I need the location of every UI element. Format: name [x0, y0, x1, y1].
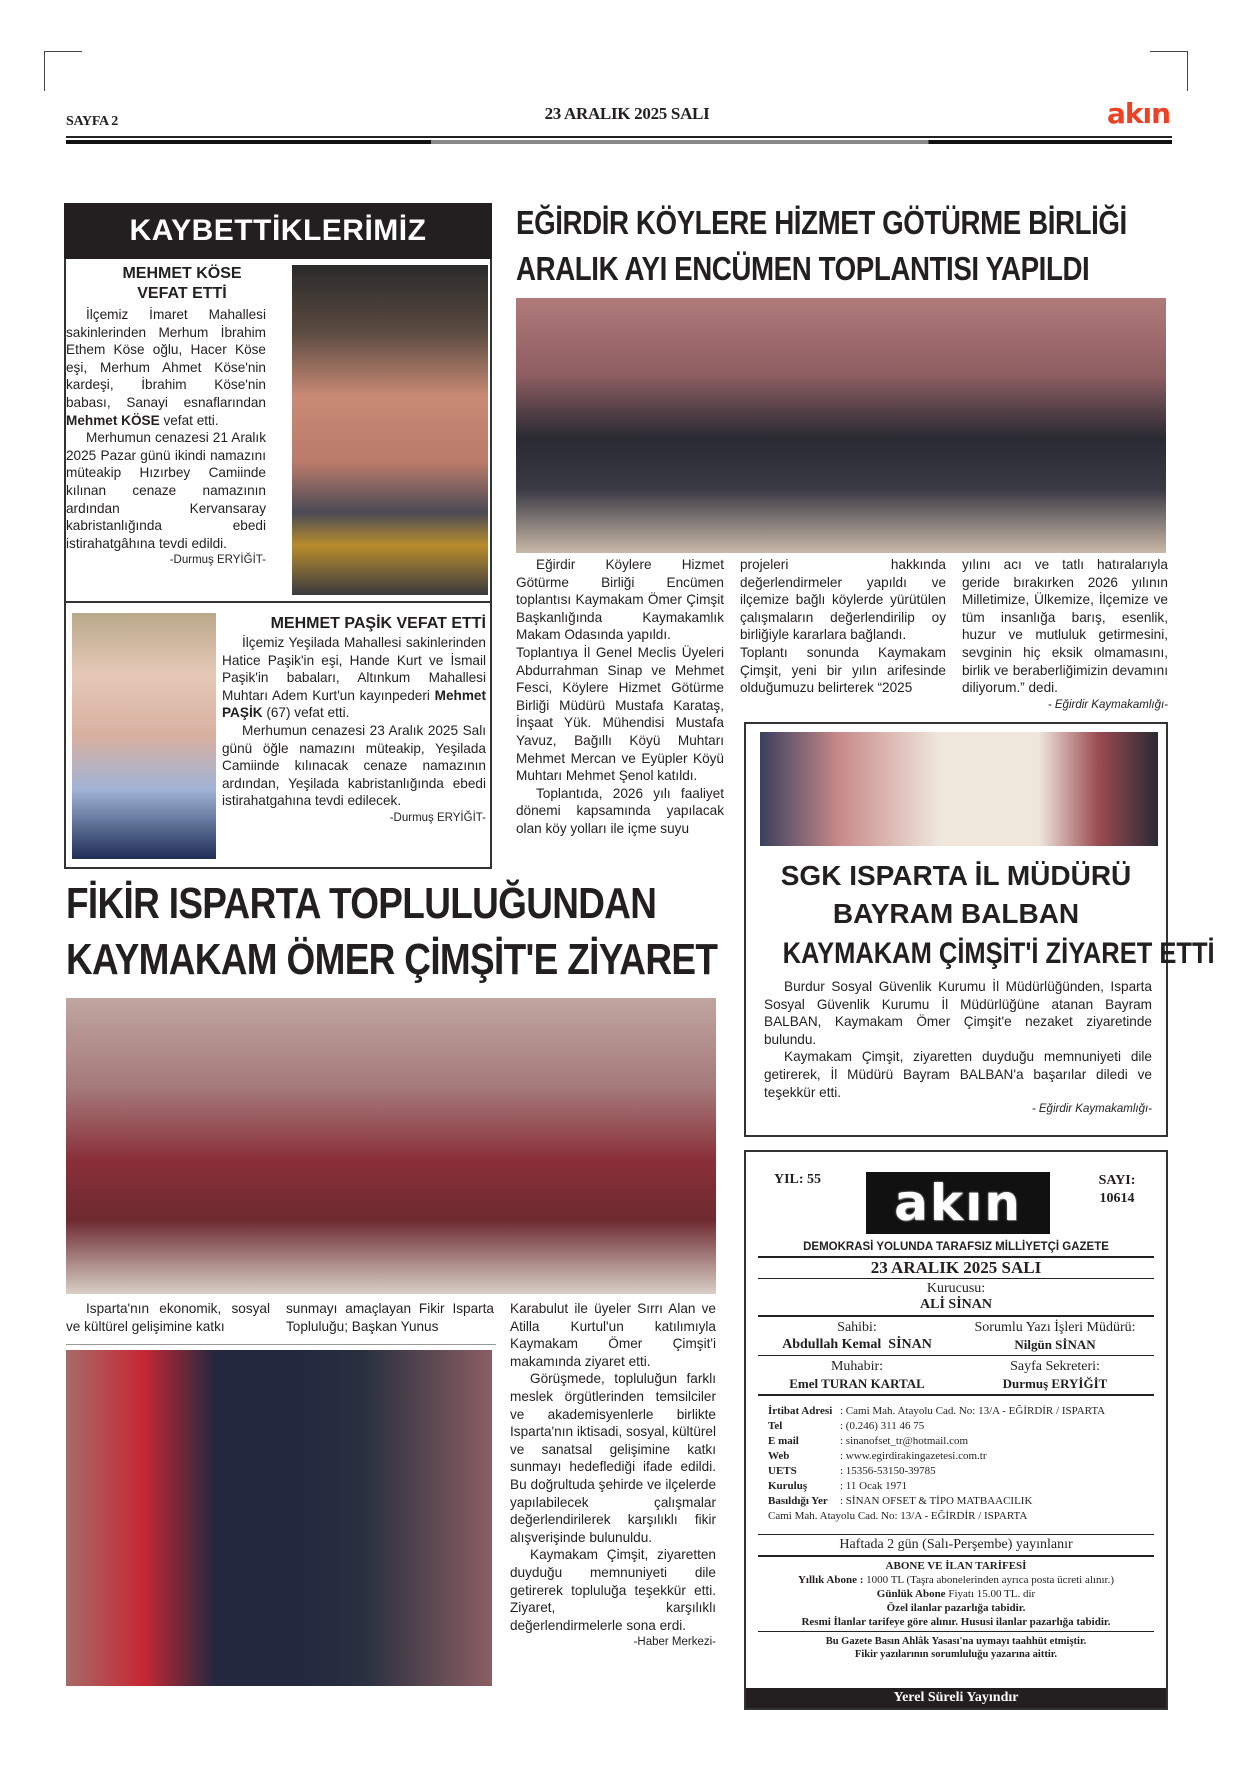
imprint-issue-number: 10614	[1099, 1191, 1135, 1206]
obituary-2-byline: -Durmuş ERYİĞİT-	[389, 811, 486, 824]
article-encumen-paragraph: Eğirdir Köylere Hizmet Götürme Birliği Encümen toplantısı Kaymakam Ömer Çimşit Başkanlığında Kaymakamlık Makam Odasında yapıldı.	[516, 557, 724, 643]
imprint-website-link[interactable]: : www.egirdirakingazetesi.com.tr	[840, 1449, 987, 1462]
article-encumen-photo	[516, 298, 1166, 553]
obituary-1-funeral: Merhumun cenazesi 21 Aralık 2025 Pazar günü ikindi namazını müteakip Hızırbey Camiinde kılınan cenaze namazının ardından Kervansaray kabristanlığında ebedi istirahatgâhına tevdi edildi.	[66, 430, 266, 551]
article-sgk-paragraph: Burdur Sosyal Güvenlik Kurumu İl Müdürlüğünden, Isparta Sosyal Güvenlik Kurumu İl Müdürlüğüne atanan Bayram BALBAN, Kaymakam Ömer Çimşit'e nezaket ziyaretinde bulundu.	[764, 979, 1152, 1047]
article-fikir-photo-handover	[66, 1350, 492, 1686]
article-encumen-paragraph: yılını acı ve tatlı hatıralarıyla geride bırakırken 2026 yılının Milletimize, Ülkemize, İlçemize ve tüm insanlığa barış, esenlik, huzur ve mutluluk getirmesini, sevginin hiç eksik olmamasını, birlik ve beraberliğimizin devamını diliyorum.” dedi.	[962, 557, 1168, 696]
article-fikir-paragraph: Görüşmede, topluluğun farklı meslek örgütlerinden temsilciler ve akademisyenlerle birlikte Isparta'nın iktisadi, sosyal, kültürel ve sanatsal gelişimine katkı sunmayı hedeflediği ifade edildi. Bu doğrultuda şehirde ve ilçelerde yapılabilecek çalışmalar değerlendirilerek karşılıklı fikir alışverişinde bulunuldu.	[510, 1371, 716, 1545]
imprint-issue	[1092, 1172, 1142, 1208]
imprint-tariff-daily-value: Fiyatı 15.00 TL. dir	[945, 1587, 1036, 1600]
article-fikir-column-1	[66, 1300, 270, 1335]
article-fikir-column-2	[286, 1300, 494, 1335]
imprint-detail-key: Basıldığı Yer	[768, 1494, 828, 1507]
header-date: 23 ARALIK 2025 SALI	[544, 104, 710, 123]
imprint-tariff	[758, 1557, 1154, 1631]
crop-mark-top-right	[1150, 51, 1188, 91]
article-encumen-headline-line1: EĞİRDİR KÖYLERE HİZMET GÖTÜRME BİRLİĞİ	[516, 204, 1127, 241]
imprint-owner-editor	[758, 1317, 1154, 1355]
obituary-2-text-end: (67) vefat etti.	[262, 705, 350, 721]
imprint-detail-key: Tel	[768, 1419, 783, 1432]
imprint-detail-key: UETS	[768, 1464, 797, 1477]
article-fikir-headline-line1: FİKİR ISPARTA TOPLULUĞUNDAN	[66, 879, 657, 928]
imprint-founder-label: Kurucusu:	[926, 1281, 986, 1296]
imprint-detail-row	[768, 1464, 1144, 1479]
imprint-editor-name: Nilgün SİNAN	[1014, 1336, 1096, 1352]
obituaries-title: KAYBETTİKLERİMİZ	[64, 203, 492, 259]
obituary-1-byline: -Durmuş ERYİĞİT-	[169, 554, 266, 567]
page-number: SAYFA 2	[66, 114, 118, 129]
imprint-owner-label: Sahibi:	[837, 1319, 877, 1335]
obituary-1-title	[72, 264, 292, 304]
article-fikir-paragraph: sunmayı amaçlayan Fikir Isparta Topluluğu; Başkan Yunus	[286, 1301, 494, 1334]
imprint-tariff-daily	[758, 1587, 1154, 1601]
imprint-logo: akın	[866, 1172, 1050, 1234]
header-logo: akın	[1106, 97, 1170, 130]
article-sgk-photo	[760, 732, 1158, 846]
imprint-slogan: DEMOKRASİ YOLUNDA TARAFSIZ MİLLİYETÇİ GAZETE	[803, 1241, 1109, 1253]
obituary-divider	[64, 601, 492, 603]
imprint-detail-value: : 11 Ocak 1971	[840, 1479, 908, 1492]
imprint-founder	[758, 1279, 1154, 1315]
obituary-2-body	[222, 634, 486, 828]
obituary-1-text: İlçemiz İmaret Mahallesi sakinlerinden Merhum İbrahim Ethem Köse oğlu, Hacer Köse eşi, Merhum Ahmet Köse'nin kardeşi, İbrahim Köse'nin babası, Sanayi esnaflarından	[66, 307, 266, 410]
article-sgk-paragraph: Kaymakam Çimşit, ziyaretten duyduğu memnuniyeti dile getirerek, İl Müdürü Bayram BALBAN'a başarılar diledi ve teşekkür etti.	[764, 1049, 1152, 1100]
imprint-detail-row	[768, 1434, 1144, 1449]
imprint-founder-name: ALİ SİNAN	[920, 1297, 992, 1312]
imprint-editor-label: Sorumlu Yazı İşleri Müdürü:	[974, 1319, 1136, 1335]
obituary-2-funeral: Merhumun cenazesi 23 Aralık 2025 Salı günü öğle namazını müteakip, Yeşilada Camiinde kılınacak cenaze namazının ardından, Yeşilada kabristanlığında ebedi istirahatgahına tevdi edilecek.	[222, 722, 486, 809]
imprint-ethics-line1: Bu Gazete Basın Ahlâk Yasası'na uymayı taahhüt etmiştir.	[825, 1635, 1087, 1647]
imprint-detail-value: : 15356-53150-39785	[840, 1464, 936, 1477]
header-rule	[66, 136, 1172, 138]
imprint-press-address: Cami Mah. Atayolu Cad. No: 13/A - EĞİRDİR / ISPARTA	[768, 1509, 1028, 1522]
imprint-detail-row	[768, 1449, 1144, 1464]
imprint-editor	[956, 1319, 1154, 1353]
imprint-tariff-special: Özel ilanlar pazarlığa tabidir.	[886, 1601, 1026, 1614]
article-sgk-body	[764, 978, 1152, 1119]
imprint-detail-key: E mail	[768, 1434, 799, 1447]
article-encumen-paragraph: Toplantıda, 2026 yılı faaliyet dönemi kapsamında yapılacak olan köy yolları ile içme suyu	[516, 785, 724, 836]
article-fikir-rule	[66, 1344, 496, 1345]
article-fikir-paragraph: Karabulut ile üyeler Sırrı Alan ve Atilla Kurtul'un katılımıyla Kaymakam Ömer Çimşit'i makamında ziyaret etti.	[510, 1301, 716, 1369]
imprint-date: 23 ARALIK 2025 SALI	[870, 1257, 1042, 1277]
imprint-detail-row	[768, 1404, 1144, 1419]
imprint-reporter-name: Emel TURAN KARTAL	[789, 1376, 925, 1391]
article-fikir-headline-line2: KAYMAKAM ÖMER ÇİMŞİT'E ZİYARET	[66, 935, 718, 984]
imprint-box	[744, 1150, 1168, 1710]
imprint-detail-row	[768, 1419, 1144, 1434]
obituary-1-body	[66, 306, 266, 570]
obituary-2-photo	[72, 613, 216, 859]
imprint-email[interactable]: : sinanofset_tr@hotmail.com	[840, 1434, 969, 1447]
imprint-ethics-line2: Fikir yazılarının sorumluluğu yazarına aittir.	[854, 1648, 1058, 1660]
imprint-footer: Yerel Süreli Yayındır	[746, 1688, 1166, 1708]
article-encumen-column-3	[962, 556, 1168, 714]
imprint-reporter	[758, 1358, 956, 1392]
imprint-tariff-daily-label: Günlük Abone	[876, 1587, 946, 1600]
imprint-tariff-yearly-label: Yıllık Abone :	[797, 1573, 864, 1586]
imprint-detail-value: : Cami Mah. Atayolu Cad. No: 13/A - EĞİRDİR / ISPARTA	[840, 1404, 1106, 1417]
article-encumen-paragraph: Toplantıya İl Genel Meclis Üyeleri Abdurrahman Sinap ve Mehmet Fesci, Köylere Hizmet Götürme Birliği Müdürü Mustafa Karataş, İnşaat Yük. Mühendisi Mustafa Yavuz, Bağıllı Köyü Muhtarı Mehmet Mercan ve Eyüpler Köyü Muhtarı Mehmet Şenol katıldı.	[516, 644, 724, 784]
imprint-reporter-label: Muhabir:	[830, 1359, 884, 1374]
imprint-body	[746, 1240, 1166, 1664]
article-fikir-column-3	[510, 1300, 716, 1652]
article-encumen-headline	[516, 200, 1171, 292]
article-encumen-headline-line2: ARALIK AYI ENCÜMEN TOPLANTISI YAPILDI	[516, 250, 1090, 287]
obituary-2-name: Mehmet PAŞİK	[222, 687, 486, 721]
article-sgk-byline: - Eğirdir Kaymakamlığı-	[1031, 1103, 1152, 1116]
article-fikir-headline	[66, 876, 738, 988]
imprint-details	[758, 1396, 1154, 1534]
obituary-1-title-line2: VEFAT ETTİ	[137, 285, 227, 302]
imprint-secretary-label: Sayfa Sekreteri:	[1010, 1359, 1100, 1374]
imprint-detail-value: : (0.246) 311 46 75	[840, 1419, 925, 1432]
obituary-1-text-end: vefat etti.	[159, 412, 219, 428]
imprint-detail-key: Kuruluş	[768, 1479, 808, 1492]
imprint-detail-key: İrtibat Adresi	[768, 1404, 833, 1417]
imprint-tariff-yearly	[758, 1573, 1154, 1587]
imprint-issue-label: SAYI:	[1098, 1173, 1136, 1188]
article-fikir-paragraph: Isparta'nın ekonomik, sosyal ve kültürel gelişimine katkı	[66, 1301, 270, 1334]
imprint-secretary	[956, 1358, 1154, 1392]
imprint-reporter-secretary	[758, 1356, 1154, 1394]
article-fikir-photo-meeting	[66, 998, 716, 1294]
article-encumen-byline: - Eğirdir Kaymakamlığı-	[1047, 698, 1168, 711]
imprint-owner-name: Abdullah Kemal SİNAN	[782, 1336, 932, 1352]
article-encumen-column-2	[740, 556, 946, 697]
imprint-secretary-name: Durmuş ERYİĞİT	[1002, 1376, 1108, 1391]
imprint-year: YIL: 55	[774, 1172, 822, 1187]
imprint-tariff-official: Resmi İlanlar tarifeye göre alınır. Hususi ilanlar pazarlığa tabidir.	[801, 1615, 1111, 1628]
imprint-frequency: Haftada 2 gün (Salı-Perşembe) yayınlanır	[839, 1537, 1073, 1552]
obituary-2-title: MEHMET PAŞİK VEFAT ETTİ	[270, 615, 486, 632]
imprint-detail-row	[768, 1479, 1144, 1494]
article-sgk-headline-line2: BAYRAM BALBAN	[832, 898, 1080, 929]
imprint-ethics-lines	[758, 1632, 1154, 1664]
article-fikir-byline: -Haber Merkezi-	[633, 1636, 716, 1649]
imprint-tariff-title: ABONE VE İLAN TARİFESİ	[885, 1559, 1027, 1572]
obituary-1-name: Mehmet KÖSE	[66, 412, 160, 428]
imprint-detail-value: : SİNAN OFSET & TİPO MATBAACILIK	[840, 1494, 1033, 1507]
article-encumen-paragraph: Toplantı sonunda Kaymakam Çimşit, yeni bir yılın arifesinde olduğumuzu belirterek “2025	[740, 644, 946, 696]
article-encumen-paragraph: projeleri hakkında değerlendirmeler yapıldı ve ilçemize bağlı köylerde yürütülen çalışmaların değerlendirilip oy birliğiyle kararlara bağlandı.	[740, 557, 946, 643]
imprint-owner	[758, 1319, 956, 1353]
imprint-detail-key: Web	[768, 1449, 790, 1462]
crop-mark-top-left	[44, 51, 82, 91]
obituary-1-photo	[292, 265, 488, 595]
imprint-detail-row	[768, 1494, 1144, 1509]
article-encumen-column-1	[516, 556, 724, 838]
header-rule-thick	[66, 140, 1172, 144]
obituary-1-title-line1: MEHMET KÖSE	[122, 265, 242, 282]
imprint-top	[746, 1152, 1166, 1240]
article-fikir-paragraph: Kaymakam Çimşit, ziyaretten duyduğu memnuniyeti dile getirerek topluluğa teşekkür etti. Ziyaret, karşılıklı değerlendirmelerle sona erdi.	[510, 1547, 716, 1633]
imprint-tariff-yearly-value: 1000 TL (Taşra abonelerinden ayrıca posta ücreti alınır.)	[863, 1573, 1114, 1586]
article-sgk-headline-line1: SGK ISPARTA İL MÜDÜRÜ	[780, 860, 1132, 891]
article-sgk-headline-line3: KAYMAKAM ÇİMŞİT'İ ZİYARET ETTİ	[782, 937, 1215, 970]
obituary-2-text: İlçemiz Yeşilada Mahallesi sakinlerinden Hatice Paşik'in eşi, Hande Kurt ve İsmail Paşik'in babaları, Altınkum Mahallesi Muhtarı Adem Kurt'un kayınpederi	[222, 635, 486, 703]
